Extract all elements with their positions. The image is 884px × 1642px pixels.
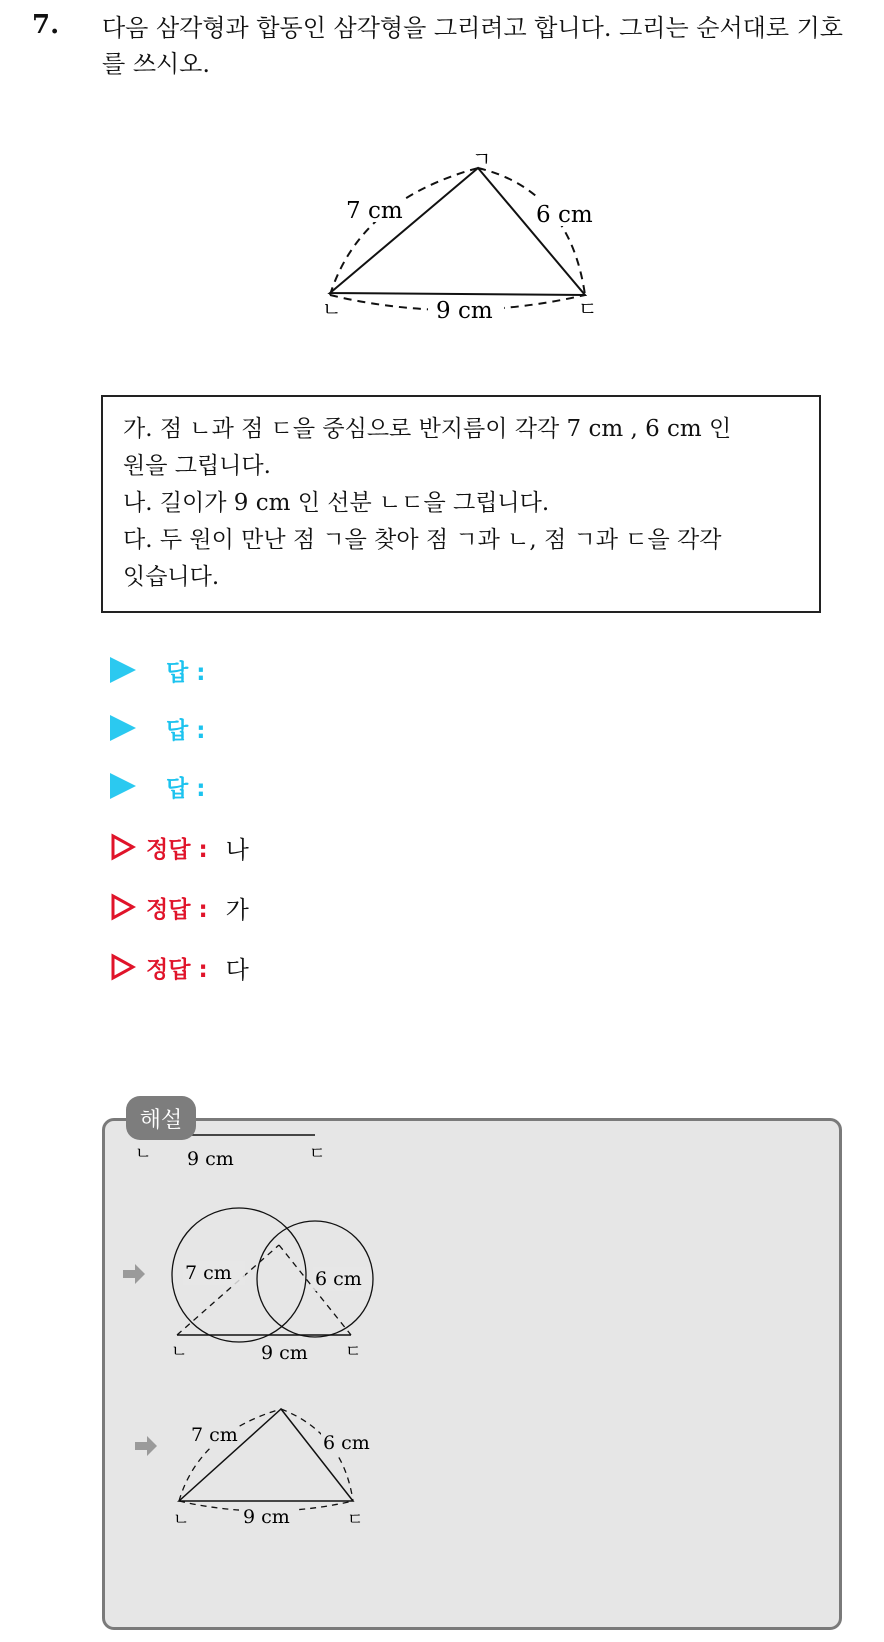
correct-answer-2 — [110, 889, 249, 925]
answer-blank-2[interactable] — [110, 710, 205, 746]
vertex-right-label: ㄷ — [578, 297, 598, 321]
explanation-step3 — [131, 1403, 381, 1543]
outline-arrow-icon — [110, 953, 136, 981]
arrow-right-icon — [135, 1436, 157, 1456]
answer-label: 답 : — [166, 775, 206, 802]
vertex-top-label: ㄱ — [472, 150, 492, 171]
step3-s2-label: 6 cm — [323, 1432, 370, 1454]
outline-arrow-icon — [110, 833, 136, 861]
step2-r1-label: 7 cm — [185, 1262, 232, 1284]
side-bottom-label: 9 cm — [436, 298, 493, 324]
question-text: 다음 삼각형과 합동인 삼각형을 그리려고 합니다. 그리는 순서대로 기호를 쓰시오. — [102, 14, 843, 78]
correct-answer-label: 정답 : — [146, 836, 208, 863]
step2-right-label: ㄷ — [345, 1342, 362, 1362]
play-arrow-icon — [110, 773, 136, 799]
step3-base-label: 9 cm — [243, 1506, 290, 1528]
play-arrow-icon — [110, 715, 136, 741]
step2-r2-label: 6 cm — [315, 1268, 362, 1290]
correct-answer-value: 가 — [225, 895, 249, 924]
correct-answer-value: 나 — [225, 835, 249, 864]
step-da-line2: 잇습니다. — [123, 564, 220, 590]
answer-label: 답 : — [166, 717, 206, 744]
step-da-line1: 다. 두 원이 만난 점 ㄱ을 찾아 점 ㄱ과 ㄴ, 점 ㄱ과 ㄷ을 각각 — [123, 527, 722, 553]
explanation-step2 — [119, 1207, 389, 1367]
side-left-label: 7 cm — [346, 198, 403, 224]
step3-s1-label: 7 cm — [191, 1424, 238, 1446]
step1-length-label: 9 cm — [187, 1148, 234, 1170]
step-na: 나. 길이가 9 cm 인 선분 ㄴㄷ을 그립니다. — [123, 490, 550, 516]
correct-answer-label: 정답 : — [146, 896, 208, 923]
outline-arrow-icon — [110, 893, 136, 921]
correct-answer-3 — [110, 949, 249, 985]
answer-label: 답 : — [166, 659, 206, 686]
explanation-panel — [102, 1118, 842, 1630]
step1-right-label: ㄷ — [309, 1144, 326, 1164]
arrow-right-icon — [123, 1264, 145, 1284]
triangle-figure — [300, 150, 620, 330]
steps-box — [101, 395, 821, 613]
step2-base-label: 9 cm — [261, 1342, 308, 1364]
triangle — [330, 168, 585, 295]
step-ga-line1: 가. 점 ㄴ과 점 ㄷ을 중심으로 반지름이 각각 7 cm , 6 cm 인 — [123, 416, 732, 442]
side-right-label: 6 cm — [536, 202, 593, 228]
correct-answer-1 — [110, 829, 249, 865]
answer-blank-3[interactable] — [110, 768, 205, 804]
explanation-tag: 해설 — [126, 1096, 196, 1140]
vertex-left-label: ㄴ — [322, 297, 342, 321]
step1-left-label: ㄴ — [135, 1144, 152, 1164]
answer-blank-1[interactable] — [110, 652, 205, 688]
question-number: 7. — [32, 10, 60, 40]
play-arrow-icon — [110, 657, 136, 683]
correct-answer-label: 정답 : — [146, 956, 208, 983]
step3-left-label: ㄴ — [173, 1510, 190, 1530]
step3-right-label: ㄷ — [347, 1510, 364, 1530]
correct-answer-value: 다 — [225, 955, 249, 984]
step-ga-line2: 원을 그립니다. — [123, 453, 271, 479]
step2-left-label: ㄴ — [171, 1342, 188, 1362]
